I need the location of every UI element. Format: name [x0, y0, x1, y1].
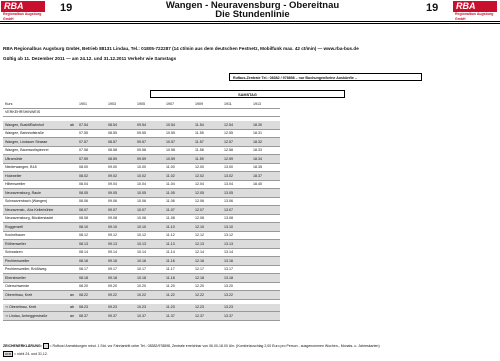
time-cell: 09.20 — [106, 282, 135, 291]
time-cell — [251, 108, 280, 117]
rba-logo-right — [453, 1, 497, 21]
stop-name: Neuravensburg, Raule — [3, 189, 68, 198]
time-cell — [193, 108, 222, 117]
time-cell: 1911 — [222, 100, 251, 108]
time-cell: 12.05 — [193, 189, 222, 198]
time-cell: 10.58 — [164, 146, 193, 155]
timetable-row — [3, 206, 280, 215]
time-cell: 1901 — [77, 100, 106, 108]
stop-name: Neuravensburg, Bücklerstadel — [3, 214, 68, 223]
timetable-row — [3, 291, 280, 300]
timetable-row — [3, 223, 280, 232]
time-cell: 10.02 — [135, 172, 164, 181]
stop-name: Wangen, Lindauer Strasse — [3, 138, 68, 147]
timetable-row — [3, 214, 280, 223]
time-cell: 08.23 — [77, 304, 106, 312]
arr-dep-marker: ab — [68, 121, 77, 129]
time-cell: 12.10 — [193, 223, 222, 232]
rufbus-symbol — [43, 343, 49, 349]
time-cell: 10.06 — [135, 197, 164, 206]
timetable-row — [3, 265, 280, 274]
time-cell: 13.17 — [222, 265, 251, 274]
time-cell: 10.17 — [135, 265, 164, 274]
time-cell: 10.16 — [135, 257, 164, 266]
time-cell: 09.07 — [106, 206, 135, 215]
stop-name: Wangen, Bahnhofstraße — [3, 129, 68, 138]
time-cell: 10.00 — [135, 163, 164, 172]
time-cell: 10.14 — [135, 248, 164, 257]
time-cell: 09.55 — [135, 129, 164, 138]
time-cell: 12.55 — [222, 129, 251, 138]
time-cell: 10.57 — [164, 138, 193, 147]
time-cell: 12.58 — [222, 146, 251, 155]
time-cell: 10.04 — [135, 180, 164, 189]
time-cell: 11.54 — [193, 121, 222, 129]
stop-name: VERKEHRSHINWEIS — [3, 108, 68, 117]
time-cell: 13.22 — [222, 291, 251, 300]
timetable-row — [3, 146, 280, 155]
time-cell: 09.57 — [135, 138, 164, 147]
time-cell: 08.20 — [77, 282, 106, 291]
time-cell: 12.13 — [193, 240, 222, 249]
time-cell: 1903 — [106, 100, 135, 108]
time-cell: 12.12 — [193, 231, 222, 240]
time-cell: 18.40 — [251, 180, 280, 189]
time-cell: 12.07 — [193, 206, 222, 215]
time-cell: 09.12 — [106, 231, 135, 240]
title-line-1: Wangen - Neuravensburg - Obereitnau — [165, 0, 340, 11]
stop-name: Kurs — [3, 100, 68, 108]
arr-dep-marker — [68, 214, 77, 223]
stop-name: ⇒ Obereitnau, Kreit — [3, 304, 68, 312]
timetable-row — [3, 248, 280, 257]
legend-line-1 — [3, 343, 380, 349]
time-cell: 13.04 — [222, 180, 251, 189]
time-cell: 12.20 — [193, 282, 222, 291]
time-cell: 10.22 — [135, 291, 164, 300]
timetable-row — [3, 121, 280, 129]
arr-dep-marker — [68, 146, 77, 155]
time-cell: 13.16 — [222, 257, 251, 266]
stop-name: Wangen, Baumwollspinnrei — [3, 146, 68, 155]
arr-dep-marker — [68, 257, 77, 266]
rfb-symbol: RFB — [5, 352, 11, 356]
legend-text-2: = nicht 24. und 31.12. — [13, 352, 48, 356]
time-cell: 11.02 — [164, 172, 193, 181]
time-cell: 08.22 — [77, 291, 106, 300]
time-cell: 10.37 — [135, 312, 164, 321]
arr-dep-marker — [68, 100, 77, 108]
time-cell: 12.02 — [193, 172, 222, 181]
arr-dep-marker — [68, 163, 77, 172]
time-cell: 10.20 — [135, 282, 164, 291]
time-cell: 12.57 — [222, 138, 251, 147]
day-label: SAMSTAG — [150, 90, 345, 98]
time-cell: 08.55 — [106, 129, 135, 138]
page-number-left: 19 — [60, 2, 73, 14]
time-cell: 12.08 — [193, 214, 222, 223]
time-cell: 1913 — [251, 100, 280, 108]
connection-row — [3, 312, 280, 321]
time-cell: 11.55 — [193, 129, 222, 138]
time-cell — [222, 108, 251, 117]
stop-name: Neuravensb., Abz Kellerbühler — [3, 206, 68, 215]
time-cell: 13.14 — [222, 248, 251, 257]
stop-name: Hiltensweiler — [3, 180, 68, 189]
timetable-row — [3, 274, 280, 283]
time-cell: 18.30 — [251, 121, 280, 129]
time-cell: 08.58 — [106, 146, 135, 155]
time-cell: 13.02 — [222, 172, 251, 181]
time-cell: 18.37 — [251, 172, 280, 181]
time-cell: 07.54 — [77, 121, 106, 129]
time-cell: 13.18 — [222, 274, 251, 283]
timetable-row — [3, 163, 280, 172]
time-cell — [251, 265, 280, 274]
time-cell: 12.14 — [193, 248, 222, 257]
connection-row — [3, 304, 280, 312]
time-cell: 11.16 — [164, 257, 193, 266]
time-cell: 11.12 — [164, 231, 193, 240]
time-cell: 10.13 — [135, 240, 164, 249]
time-cell: 07.55 — [77, 129, 106, 138]
arr-dep-marker — [68, 155, 77, 164]
stop-name: ⇒ Lindau, Anheggerstraße — [3, 312, 68, 321]
time-cell — [251, 223, 280, 232]
time-cell: 08.02 — [77, 172, 106, 181]
time-cell: 12.17 — [193, 265, 222, 274]
time-cell — [251, 274, 280, 283]
time-cell: 07.58 — [77, 146, 106, 155]
arr-dep-marker: an — [68, 312, 77, 321]
time-cell: 11.14 — [164, 248, 193, 257]
time-cell: 09.17 — [106, 265, 135, 274]
time-cell: 09.18 — [106, 274, 135, 283]
arr-dep-marker — [68, 240, 77, 249]
time-cell: 11.13 — [164, 240, 193, 249]
time-cell: 13.08 — [222, 214, 251, 223]
time-cell: 13.05 — [222, 189, 251, 198]
time-cell: 12.59 — [222, 155, 251, 164]
time-cell: 13.10 — [222, 223, 251, 232]
time-cell: 08.05 — [77, 189, 106, 198]
arr-dep-marker — [68, 248, 77, 257]
stop-name: Schwatzen — [3, 248, 68, 257]
time-cell — [135, 108, 164, 117]
time-cell: 13.00 — [222, 163, 251, 172]
time-cell: 12.22 — [193, 291, 222, 300]
time-cell: 08.57 — [106, 138, 135, 147]
stop-name: Oderschwende — [3, 282, 68, 291]
time-cell: 11.07 — [164, 206, 193, 215]
time-cell: 10.12 — [135, 231, 164, 240]
time-cell: 12.18 — [193, 274, 222, 283]
time-cell: 08.18 — [77, 274, 106, 283]
time-cell: 08.04 — [77, 180, 106, 189]
time-cell: 09.14 — [106, 248, 135, 257]
header-divider — [0, 21, 500, 22]
time-cell: 1909 — [193, 100, 222, 108]
time-cell: 08.10 — [77, 223, 106, 232]
stop-name: Holzweiler — [3, 172, 68, 181]
time-cell: 12.00 — [193, 163, 222, 172]
arr-dep-marker: ab — [68, 304, 77, 312]
timetable-row — [3, 257, 280, 266]
legend-text: = Rufbus! Anmeldungen mind. 1 Std. vor Fahrtantritt unter Tel.: 08382/978898, Zentrale erreichbar von 06.00-18.00 Uhr. (Komfortzuschlag 2,00 Euro pro Person - ausgenommen Wochen-, Monats- u. Jahreskarten) — [49, 344, 380, 348]
time-cell: 09.54 — [135, 121, 164, 129]
time-cell — [77, 108, 106, 117]
time-cell: 08.14 — [77, 248, 106, 257]
stop-name: Obereitnau, Kreit — [3, 291, 68, 300]
time-cell: 09.08 — [106, 214, 135, 223]
time-cell: 11.10 — [164, 223, 193, 232]
arr-dep-marker — [68, 282, 77, 291]
time-cell: 11.59 — [193, 155, 222, 164]
time-cell: 11.17 — [164, 265, 193, 274]
time-cell: 11.08 — [164, 214, 193, 223]
time-cell: 09.05 — [106, 189, 135, 198]
time-cell: 08.37 — [77, 312, 106, 321]
time-cell: 08.12 — [77, 231, 106, 240]
time-cell: 10.07 — [135, 206, 164, 215]
legend-label: ZEICHENERKLÄRUNG: — [3, 344, 42, 348]
time-cell: 09.16 — [106, 257, 135, 266]
arr-dep-marker — [68, 197, 77, 206]
time-cell: 1905 — [135, 100, 164, 108]
header-divider-2 — [0, 23, 500, 24]
time-cell — [251, 248, 280, 257]
time-cell — [106, 108, 135, 117]
time-cell: 10.08 — [135, 214, 164, 223]
time-cell: 09.13 — [106, 240, 135, 249]
time-cell: 10.10 — [135, 223, 164, 232]
arr-dep-marker — [68, 180, 77, 189]
arr-dep-marker: an — [68, 291, 77, 300]
time-cell: 10.55 — [164, 129, 193, 138]
time-cell — [251, 214, 280, 223]
arr-dep-marker — [68, 274, 77, 283]
kurs-header-row — [3, 100, 280, 108]
time-cell: 13.07 — [222, 206, 251, 215]
logo-subtitle: Regionalbus Augsburg GmbH — [1, 12, 45, 17]
time-cell: 11.57 — [193, 138, 222, 147]
time-cell: 09.23 — [106, 304, 135, 312]
time-cell: 13.12 — [222, 231, 251, 240]
time-cell: 09.59 — [135, 155, 164, 164]
arr-dep-marker — [68, 138, 77, 147]
time-cell: 18.33 — [251, 146, 280, 155]
time-cell: 08.00 — [77, 163, 106, 172]
time-cell: 10.54 — [164, 121, 193, 129]
time-cell: 13.23 — [222, 304, 251, 312]
time-cell: 11.00 — [164, 163, 193, 172]
stop-name: Ebersbweiler — [3, 274, 68, 283]
stop-name: Kochelbauer — [3, 231, 68, 240]
arr-dep-marker — [68, 108, 77, 117]
timetable-row — [3, 240, 280, 249]
time-cell: 11.37 — [164, 312, 193, 321]
verkehrshinweis-row — [3, 108, 280, 117]
time-cell: 18.32 — [251, 138, 280, 147]
arr-dep-marker — [68, 189, 77, 198]
timetable — [3, 100, 280, 321]
page-header — [0, 0, 500, 20]
time-cell: 13.06 — [222, 197, 251, 206]
time-cell: 11.04 — [164, 180, 193, 189]
time-cell — [251, 206, 280, 215]
time-cell: 10.05 — [135, 189, 164, 198]
time-cell: 08.07 — [77, 206, 106, 215]
timetable-row — [3, 172, 280, 181]
time-cell: 13.13 — [222, 240, 251, 249]
arr-dep-marker — [68, 129, 77, 138]
time-cell: 12.23 — [193, 304, 222, 312]
time-cell: 11.18 — [164, 274, 193, 283]
time-cell: 08.16 — [77, 257, 106, 266]
logo-text: RBA — [4, 1, 24, 11]
logo-subtitle-right: Regionalbus Augsburg GmbH — [453, 12, 497, 17]
time-cell: 09.58 — [135, 146, 164, 155]
time-cell: 09.37 — [106, 312, 135, 321]
time-cell: 08.59 — [106, 155, 135, 164]
time-cell: 18.31 — [251, 129, 280, 138]
rufbus-zentrale-box: Rufbus-Zentrale Tel.: 08382 / 978898 – nur Buchungen/keine Auskünfte – — [229, 73, 422, 81]
stop-name: Wangen, Busbf/Bahnhof — [3, 121, 68, 129]
time-cell: 12.37 — [193, 312, 222, 321]
arr-dep-marker — [68, 265, 77, 274]
arr-dep-marker — [68, 206, 77, 215]
arr-dep-marker — [68, 231, 77, 240]
title-line-2: Die Stundenlinie — [215, 9, 290, 20]
timetable-row — [3, 282, 280, 291]
time-cell: 12.16 — [193, 257, 222, 266]
time-cell: 08.06 — [77, 197, 106, 206]
time-cell: 07.59 — [77, 155, 106, 164]
time-cell: 1907 — [164, 100, 193, 108]
arr-dep-marker — [68, 223, 77, 232]
timetable-row — [3, 197, 280, 206]
timetable-row — [3, 189, 280, 198]
stop-name: Röthenweiler — [3, 240, 68, 249]
time-cell: 11.58 — [193, 146, 222, 155]
time-cell — [251, 189, 280, 198]
legend-line-2 — [3, 351, 48, 357]
time-cell: 11.05 — [164, 189, 193, 198]
time-cell: 10.18 — [135, 274, 164, 283]
time-cell: 11.22 — [164, 291, 193, 300]
time-cell — [164, 108, 193, 117]
time-cell: 09.22 — [106, 291, 135, 300]
timetable-row — [3, 129, 280, 138]
time-cell: 09.06 — [106, 197, 135, 206]
time-cell: 08.17 — [77, 265, 106, 274]
time-cell — [251, 312, 280, 321]
page-number-right: 19 — [426, 2, 439, 14]
timetable-row — [3, 180, 280, 189]
stop-name: Schwarzenbach (Wangen) — [3, 197, 68, 206]
timetable-row — [3, 155, 280, 164]
time-cell: 08.13 — [77, 240, 106, 249]
time-cell: 13.20 — [222, 282, 251, 291]
timetable-row — [3, 231, 280, 240]
time-cell — [251, 282, 280, 291]
stop-name: Pechtensweiler — [3, 257, 68, 266]
time-cell: 11.06 — [164, 197, 193, 206]
time-cell: 12.06 — [193, 197, 222, 206]
time-cell: 13.37 — [222, 312, 251, 321]
time-cell: 09.04 — [106, 180, 135, 189]
time-cell — [251, 257, 280, 266]
time-cell: 18.35 — [251, 163, 280, 172]
time-cell: 12.04 — [193, 180, 222, 189]
time-cell — [251, 197, 280, 206]
time-cell: 09.02 — [106, 172, 135, 181]
time-cell — [251, 231, 280, 240]
stop-name: Niederwangen, B18 — [3, 163, 68, 172]
time-cell: 09.00 — [106, 163, 135, 172]
timetable-row — [3, 138, 280, 147]
time-cell: 09.10 — [106, 223, 135, 232]
time-cell: 10.59 — [164, 155, 193, 164]
time-cell: 11.20 — [164, 282, 193, 291]
arr-dep-marker — [68, 172, 77, 181]
page-title — [160, 1, 345, 19]
stop-name: Pechtensweiler, Brüßlweg — [3, 265, 68, 274]
time-cell: 08.08 — [77, 214, 106, 223]
rba-logo — [1, 1, 45, 21]
time-cell — [251, 291, 280, 300]
time-cell: 08.54 — [106, 121, 135, 129]
stop-name: Ultramühle — [3, 155, 68, 164]
time-cell: 12.54 — [222, 121, 251, 129]
time-cell: 07.57 — [77, 138, 106, 147]
time-cell: 18.34 — [251, 155, 280, 164]
time-cell — [251, 304, 280, 312]
time-cell: 11.23 — [164, 304, 193, 312]
time-cell — [251, 240, 280, 249]
logo-text-right: RBA — [456, 1, 476, 11]
time-cell: 10.23 — [135, 304, 164, 312]
company-info: RBA Regionalbus Augsburg GmbH, Betrieb 88131 Lindau, Tel.: 01805-722287 (14 ct/min aus dem deutschen Festnetz, Mobilfunk max. 42 ct/min) — www.rba-bus.de — [3, 46, 359, 51]
validity-info: Gültig ab 11. Dezember 2011 — am 24.12. und 31.12.2011 Verkehr wie Samstags — [3, 56, 177, 61]
stop-name: Roggenzell — [3, 223, 68, 232]
